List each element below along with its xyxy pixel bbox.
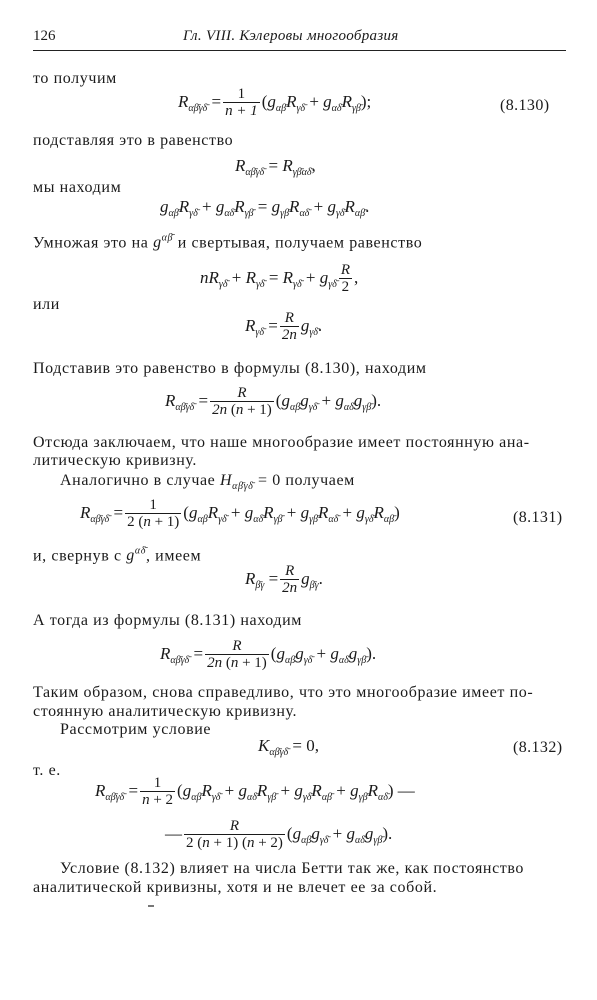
text-line: или <box>33 296 60 313</box>
running-header <box>33 28 563 48</box>
formula-trace: $nR_{\gamma\deltā} + R_{\gamma\deltā} = R_{\gamma\deltā} + g_{\gamma\deltā}$ $\frac{R}{2}$ , <box>200 262 359 295</box>
formula-8-132: $K_{\alpha\betā\gamma\deltā} = 0$, <box>258 736 320 758</box>
text-line: А тогда из формулы (8.131) находим <box>33 612 302 629</box>
formula-expansion-2: — $\frac{R}{2 (n + 1) (n + 2)}$ $(g_{\alpha\betā}g_{\gamma\deltā} + g_{\alpha\deltā}g_{\gamma\betā})$. <box>165 818 393 851</box>
text-line: Условие (8.132) влияет на числа Бетти так же, как постоянство <box>60 860 525 877</box>
print-speck <box>148 905 154 907</box>
formula-8-130: $R_{\alpha\betā\gamma\deltā}$ = $\frac{1}{n + 1}$ $(g_{\alpha\betā}R_{\gamma\deltā} + g_{\alpha\deltā}R_{\gamma\betā})$; <box>178 86 372 119</box>
text-line: Отсюда заключаем, что наше многообразие имеет постоянную ана- <box>33 434 530 451</box>
header-rule <box>33 50 566 51</box>
formula-ricci: $R_{\gamma\deltā}$ = $\frac{R}{2n}$ $g_{\gamma\deltā}$. <box>245 310 323 343</box>
text-line: аналитической кривизны, хотя и не влечет ее за собой. <box>33 879 438 896</box>
text-line: подставляя это в равенство <box>33 132 234 149</box>
formula-curvature-1: $R_{\alpha\betā\gamma\deltā}$ = $\frac{R}{2n (n + 1)}$ $(g_{\alpha\betā}g_{\gamma\deltā} + g_{\alpha\deltā}g_{\gamma\betā})$. <box>165 385 382 418</box>
equation-number: (8.130) <box>500 97 550 114</box>
page-number: 126 <box>33 28 56 44</box>
text-line: Таким образом, снова справедливо, что это многообразие имеет по- <box>33 684 534 701</box>
text-line: и, свернув с $g^{\alpha\deltā}$, имеем <box>33 546 202 565</box>
running-title: Гл. VIII. Кэлеровы многообразия <box>183 28 399 44</box>
formula-curvature-2: $R_{\alpha\betā\gamma\deltā}$ = $\frac{R}{2n (n + 1)}$ $(g_{\alpha\betā}g_{\gamma\deltā} + g_{\alpha\deltā}g_{\gamma\betā})$. <box>160 638 377 671</box>
text-line: т. е. <box>33 762 61 779</box>
equation-number: (8.132) <box>513 739 563 756</box>
text-line: Умножая это на $g^{\alpha\betā}$ и свертывая, получаем равенство <box>33 233 423 252</box>
text-line: то получим <box>33 70 117 87</box>
formula-symmetry: $R_{\alpha\betā\gamma\deltā} = R_{\gamma\betā\alpha\deltā}$, <box>235 156 316 178</box>
equation-number: (8.131) <box>513 509 563 526</box>
text-line: мы находим <box>33 179 122 196</box>
text-line: литическую кривизну. <box>33 452 197 469</box>
formula-8-131: $R_{\alpha\betā\gamma\deltā}$ = $\frac{1}{2 (n + 1)}$ $(g_{\alpha\beta}R_{\gamma\deltā} + g_{\alpha\deltā}R_{\gamma\betā} + g_{\gamma\betā}R_{\alpha\deltā} + g_{\gamma\deltā}R_{\alpha\betā})$ <box>80 497 400 530</box>
formula-contracted: $g_{\alpha\betā}R_{\gamma\deltā} + g_{\alpha\deltā}R_{\gamma\betā} = g_{\gamma\betā}R_{\alpha\deltā} + g_{\gamma\deltā}R_{\alpha\betā}$. <box>160 197 370 219</box>
formula-expansion-1: $R_{\alpha\betā\gamma\deltā}$ = $\frac{1}{n + 2}$ $(g_{\alpha\betā}R_{\gamma\deltā} + g_{\alpha\deltā}R_{\gamma\betā} + g_{\gamma\deltā}R_{\alpha\betā} + g_{\gamma\betā}R_{\alpha\deltā})$ — <box>95 775 415 808</box>
text-line: Подставив это равенство в формулы (8.130), находим <box>33 360 427 377</box>
text-line: стоянную аналитическую кривизну. <box>33 703 298 720</box>
text-line: Рассмотрим условие <box>60 721 212 738</box>
text-line: Аналогично в случае $H_{\alpha\betā\gamma\deltā} = 0$ получаем <box>60 472 355 492</box>
formula-ricci-2: $R_{\betā\gamma}$ = $\frac{R}{2n}$ $g_{\betā\gamma}$. <box>245 563 323 596</box>
